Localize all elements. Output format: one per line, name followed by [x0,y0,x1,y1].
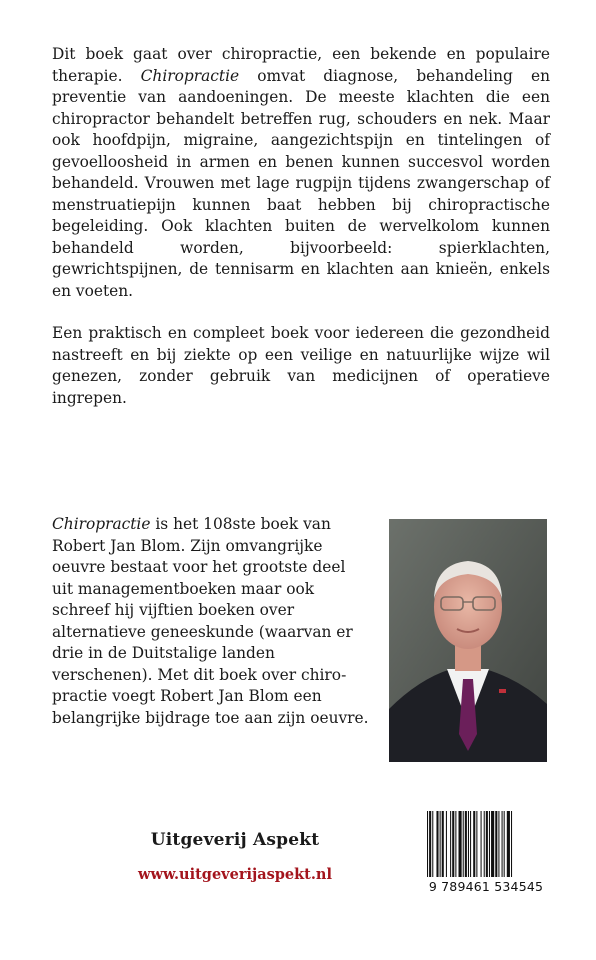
author-bio-title: Chiropractie [52,515,151,533]
barcode-bar [468,811,469,877]
barcode-bar [498,811,499,877]
barcode-bar [432,811,433,877]
barcode-bar [465,811,467,877]
blurb-paragraph-1 [52,44,550,302]
barcode-bar [507,811,510,877]
barcode-bar [436,811,438,877]
author-bio [52,514,370,729]
blurb-p1-start: Dit boek gaat over chiropractie, een bekende en populaire therapie. [52,45,550,85]
barcode-bar [491,811,494,877]
barcode-bar [495,811,497,877]
barcode-bar [470,811,471,877]
barcode-bar [429,811,431,877]
barcode-bar [481,811,482,877]
barcode-bar [446,811,447,877]
barcode-bar [455,811,456,877]
barcode-bar [442,811,444,877]
isbn-barcode [425,811,547,899]
barcode-bars [425,811,547,877]
barcode-bar [473,811,475,877]
blurb-paragraph-2: Een praktisch en compleet boek voor iedereen die gezondheid nastreeft en bij ziekte op een veilige en natuurlijke wijze wil genezen, zonder gebruik van medicijnen of operatieve ingrepen. [52,324,550,407]
barcode-bar [489,811,490,877]
author-portrait-image [389,519,547,762]
author-bio-paragraph [52,514,370,729]
barcode-bar [504,811,505,877]
barcode-bar [459,811,462,877]
publisher-name: Uitgeverij Aspekt [150,830,320,850]
barcode-bar [452,811,454,877]
author-bio-text: is het 108ste boek van Robert Jan Blom. Zijn omvangrijke oeuvre bestaat voor het grootste deel uit managementboeken maar ook schreef hij vijftien boeken over alternatieve geneeskunde (waarvan er drie in de Duitstalige landen verschenen). Met dit boek over chiropractie voegt Robert Jan Blom een belangrijke bijdrage toe aan zijn oeuvre. [52,515,369,727]
barcode-bar [450,811,451,877]
blurb-p1-title: Chiropractie [140,66,240,85]
barcode-bar [484,811,485,877]
barcode-bar [502,811,503,877]
barcode-bar [427,811,428,877]
barcode-isbn-digits: 9 789461 534545 [428,879,544,894]
barcode-bar [511,811,512,877]
blurb-text [52,44,550,409]
blurb-p1-rest: omvat diagnose, behandeling en preventie van aandoeningen. De meeste klachten die een chiropractor behandelt betreffen rug, schouders en nek. Maar ook hoofdpijn, migraine, aangezichtspijn en tintelingen of gevoelloosheid in armen en benen kunnen succesvol worden behandeld. Vrouwen met lage rugpijn tijdens zwangerschap of menstruatiepijn kunnen baat hebben bij chiropractische begeleiding. Ook klachten buiten de wervelkolom kunnen behandeld worden, bijvoorbeeld: spierklachten, gewrichtspijnen, de tennisarm en klachten aan knieën, enkels en voeten. [52,66,551,300]
barcode-bar [463,811,464,877]
barcode-bar [486,811,488,877]
author-photo [389,519,547,762]
publisher-block [110,830,360,883]
publisher-url[interactable]: www.uitgeverijaspekt.nl [138,866,332,883]
barcode-bar [476,811,477,877]
barcode-bar [440,811,441,877]
